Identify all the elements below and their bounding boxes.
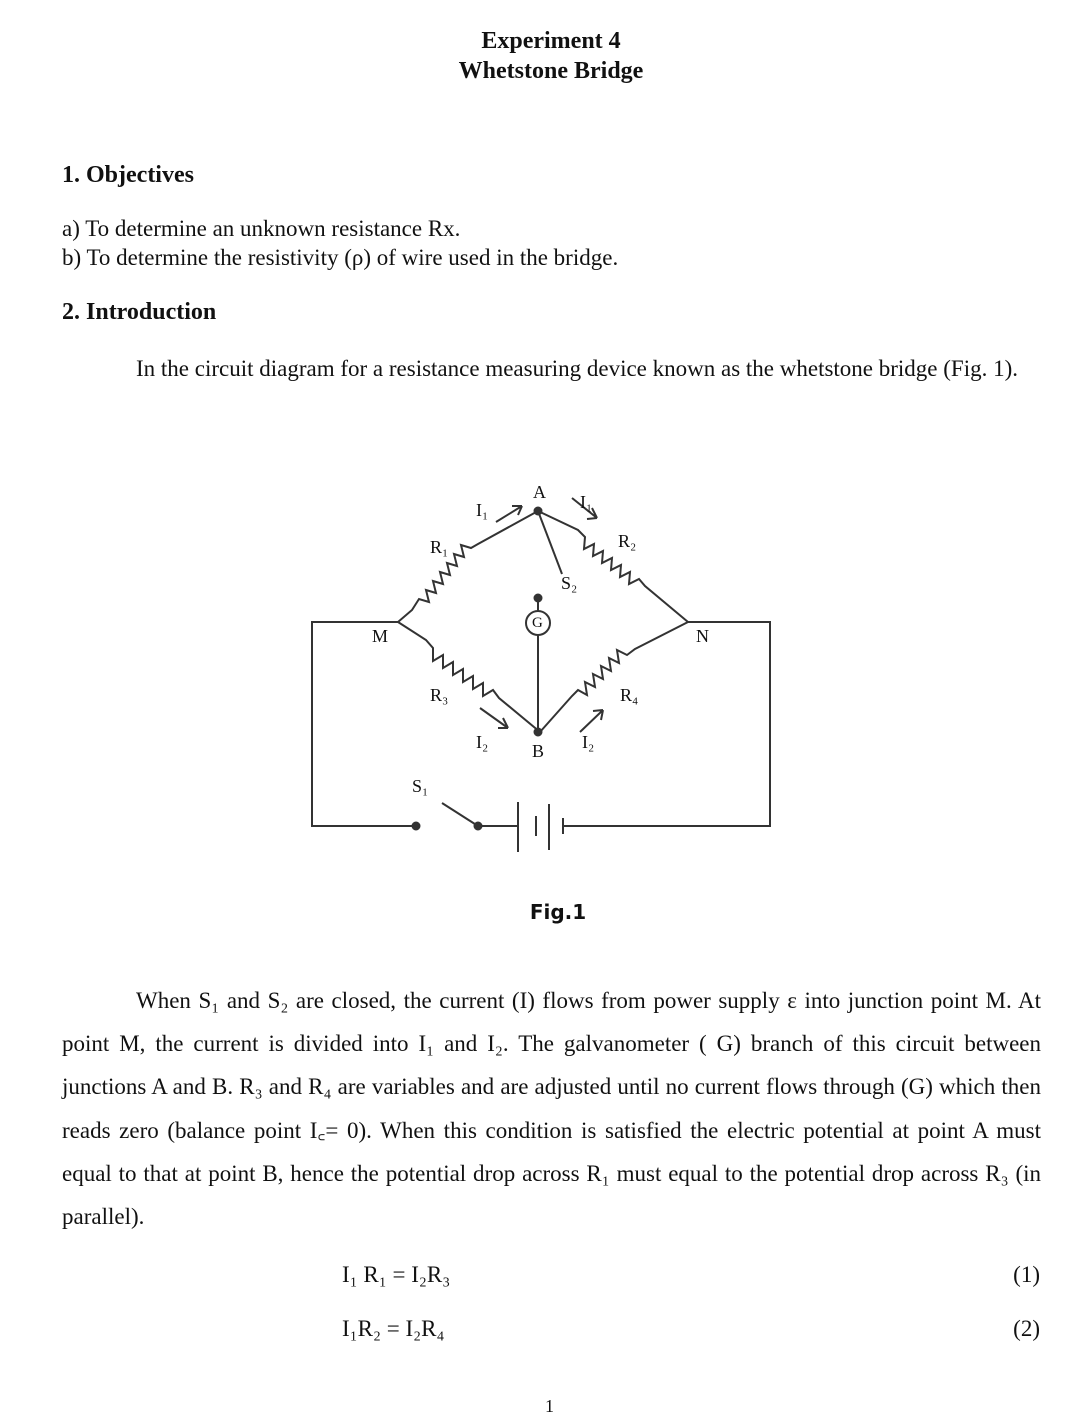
introduction-paragraph	[62, 352, 1041, 385]
resistor-r4-branch	[540, 622, 688, 732]
page-number: 1	[545, 1396, 554, 1416]
equation-2: I₁R₂ = I₂R₄	[342, 1316, 445, 1341]
label-r3: R₃	[430, 685, 449, 705]
current-arrow-i1-left	[496, 506, 522, 522]
left-outer-wire	[312, 622, 416, 826]
label-b: B	[532, 741, 545, 761]
resistor-r2-branch	[538, 511, 688, 622]
current-arrow-i2-left	[480, 708, 508, 728]
label-m: M	[372, 626, 389, 646]
resistor-r1-branch	[398, 511, 538, 622]
current-arrow-i2-right	[580, 710, 603, 732]
galvanometer-icon: G	[532, 615, 543, 631]
label-r4: R₄	[620, 685, 639, 705]
experiment-title: Whetstone Bridge	[458, 58, 644, 84]
explanation-text: When S₁ and S₂ are closed, the current (I) flows from power supply ε into junction point M. At point M, the current is divided into I₁ and I₂. The galvanometer ( G) branch of this circuit between junctions A and B. R₃ and R₄ are variables and are adjusted until no current flows through (G) which then reads zero (balance point I꜀= 0). When this condition is satisfied the electric potential at point A must equal to that at point B, hence the potential drop across R₁ must equal to the potential drop across R₃ (in parallel).	[62, 988, 1041, 1230]
introduction-heading: 2. Introduction	[62, 299, 217, 325]
switch-s1-contact	[413, 823, 420, 830]
explanation-paragraph	[62, 979, 1041, 1238]
node-b-dot	[535, 729, 542, 736]
switch-s2-contact	[535, 595, 542, 602]
equation-1: I₁ R₁ = I₂R₃	[342, 1262, 451, 1287]
objective-b: b) To determine the resistivity (ρ) of wire used in the bridge.	[62, 245, 619, 270]
label-a: A	[533, 482, 546, 502]
objectives-heading: 1. Objectives	[62, 162, 194, 188]
equation-2-number: (2)	[1013, 1316, 1040, 1341]
label-s2: S₂	[561, 573, 578, 593]
label-r1: R₁	[430, 537, 449, 557]
label-s1: S₁	[412, 776, 429, 796]
document-title	[0, 26, 1080, 86]
node-a-dot	[535, 508, 542, 515]
label-i2-right: I₂	[582, 732, 595, 752]
label-r2: R₂	[618, 531, 637, 551]
switch-s1-blade	[442, 803, 478, 826]
label-i1-left: I₁	[476, 500, 489, 520]
figure-caption: Fig.1	[529, 900, 587, 924]
objective-a: a) To determine an unknown resistance Rx.	[62, 216, 461, 241]
right-outer-wire	[563, 622, 770, 826]
resistor-r3-branch	[398, 622, 540, 732]
label-n: N	[696, 626, 709, 646]
experiment-number: Experiment 4	[481, 28, 621, 54]
introduction-text: In the circuit diagram for a resistance measuring device known as the whetstone bridge (Fig. 1).	[136, 356, 1019, 381]
equation-1-number: (1)	[1013, 1262, 1040, 1287]
label-i1-right: I₁	[580, 492, 593, 512]
wheatstone-bridge-figure	[300, 470, 790, 930]
label-i2-left: I₂	[476, 732, 489, 752]
circuit-diagram	[300, 470, 790, 930]
